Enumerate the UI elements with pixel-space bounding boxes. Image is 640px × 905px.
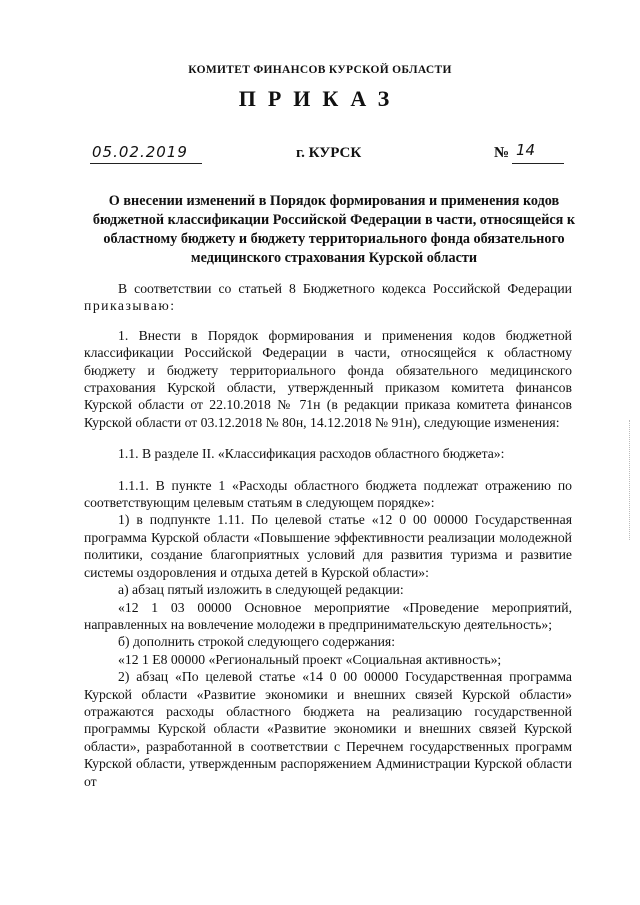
scan-artifact [629, 420, 631, 540]
order-date: 05.02.2019 [92, 143, 188, 161]
preamble-paragraph [84, 280, 572, 315]
preamble-text: В соответствии со статьей 8 Бюджетного кодекса Российской Федерации [118, 281, 572, 296]
subitem-b: б) дополнить строкой следующего содержания: [118, 634, 395, 650]
date-underline [90, 163, 202, 164]
item-1-1-1: 1.1.1. В пункте 1 «Расходы областного бюджета подлежат отражению по соответствующим целевым статьям в следующем порядке»: [84, 477, 572, 511]
item-1-1: 1.1. В разделе II. «Классификация расходов областного бюджета»: [118, 446, 505, 462]
order-subject: О внесении изменений в Порядок формирования и применения кодов бюджетной классификации Российской Федерации в части, относящейся к областному бюджету и бюджету территориального фонда обязательного медицинского страхования Курской области [92, 193, 576, 266]
order-number: 14 [516, 141, 536, 159]
number-underline [512, 163, 564, 164]
order-city: г. КУРСК [296, 145, 362, 161]
item-1: 1. Внести в Порядок формирования и применения кодов бюджетной классификации Российской Федерации в части, относящейся к областному бюджету и бюджету территориального фонда обязательного медицинского страхования Курской области, утвержденный приказом комитета финансов Курской области от 22.10.2018 № 71н (в редакции приказа комитета финансов Курской области от 03.12.2018 № 80н, 14.12.2018 № 91н), следующие изменения: [84, 327, 572, 430]
document-title: ПРИКАЗ [238, 86, 402, 111]
order-details-row [0, 143, 640, 165]
order-body [84, 280, 572, 790]
subitem-a: а) абзац пятый изложить в следующей редакции: [118, 582, 404, 598]
subitem-2: 2) абзац «По целевой статье «14 0 00 00000 Государственная программа Курской области «Развитие экономики и внешних связей Курской области» отражаются расходы областного бюджета на реализацию государственной программы Курской области «Развитие экономики и внешних связей Курской области», разработанной в соответствии с Перечнем государственных программ Курской области, утвержденным распоряжением Администрации Курской области от [84, 669, 572, 789]
preamble-command: приказываю [84, 298, 171, 314]
organization-name: КОМИТЕТ ФИНАНСОВ КУРСКОЙ ОБЛАСТИ [188, 64, 452, 76]
subitem-1: 1) в подпункте 1.11. По целевой статье «12 0 00 00000 Государственная программа Курской области «Повышение эффективности реализации молодежной политики, создание благоприятных условий для развития туризма и развитие системы оздоровления и отдыха детей в Курской области»: [84, 512, 572, 580]
preamble-colon: : [170, 298, 175, 314]
order-number-label: № [494, 145, 510, 161]
quote-2: «12 1 E8 00000 «Региональный проект «Социальная активность»; [118, 651, 502, 667]
quote-1: «12 1 03 00000 Основное мероприятие «Проведение мероприятий, направленных на вовлечение молодежи в предпринимательскую деятельность»; [84, 599, 572, 632]
